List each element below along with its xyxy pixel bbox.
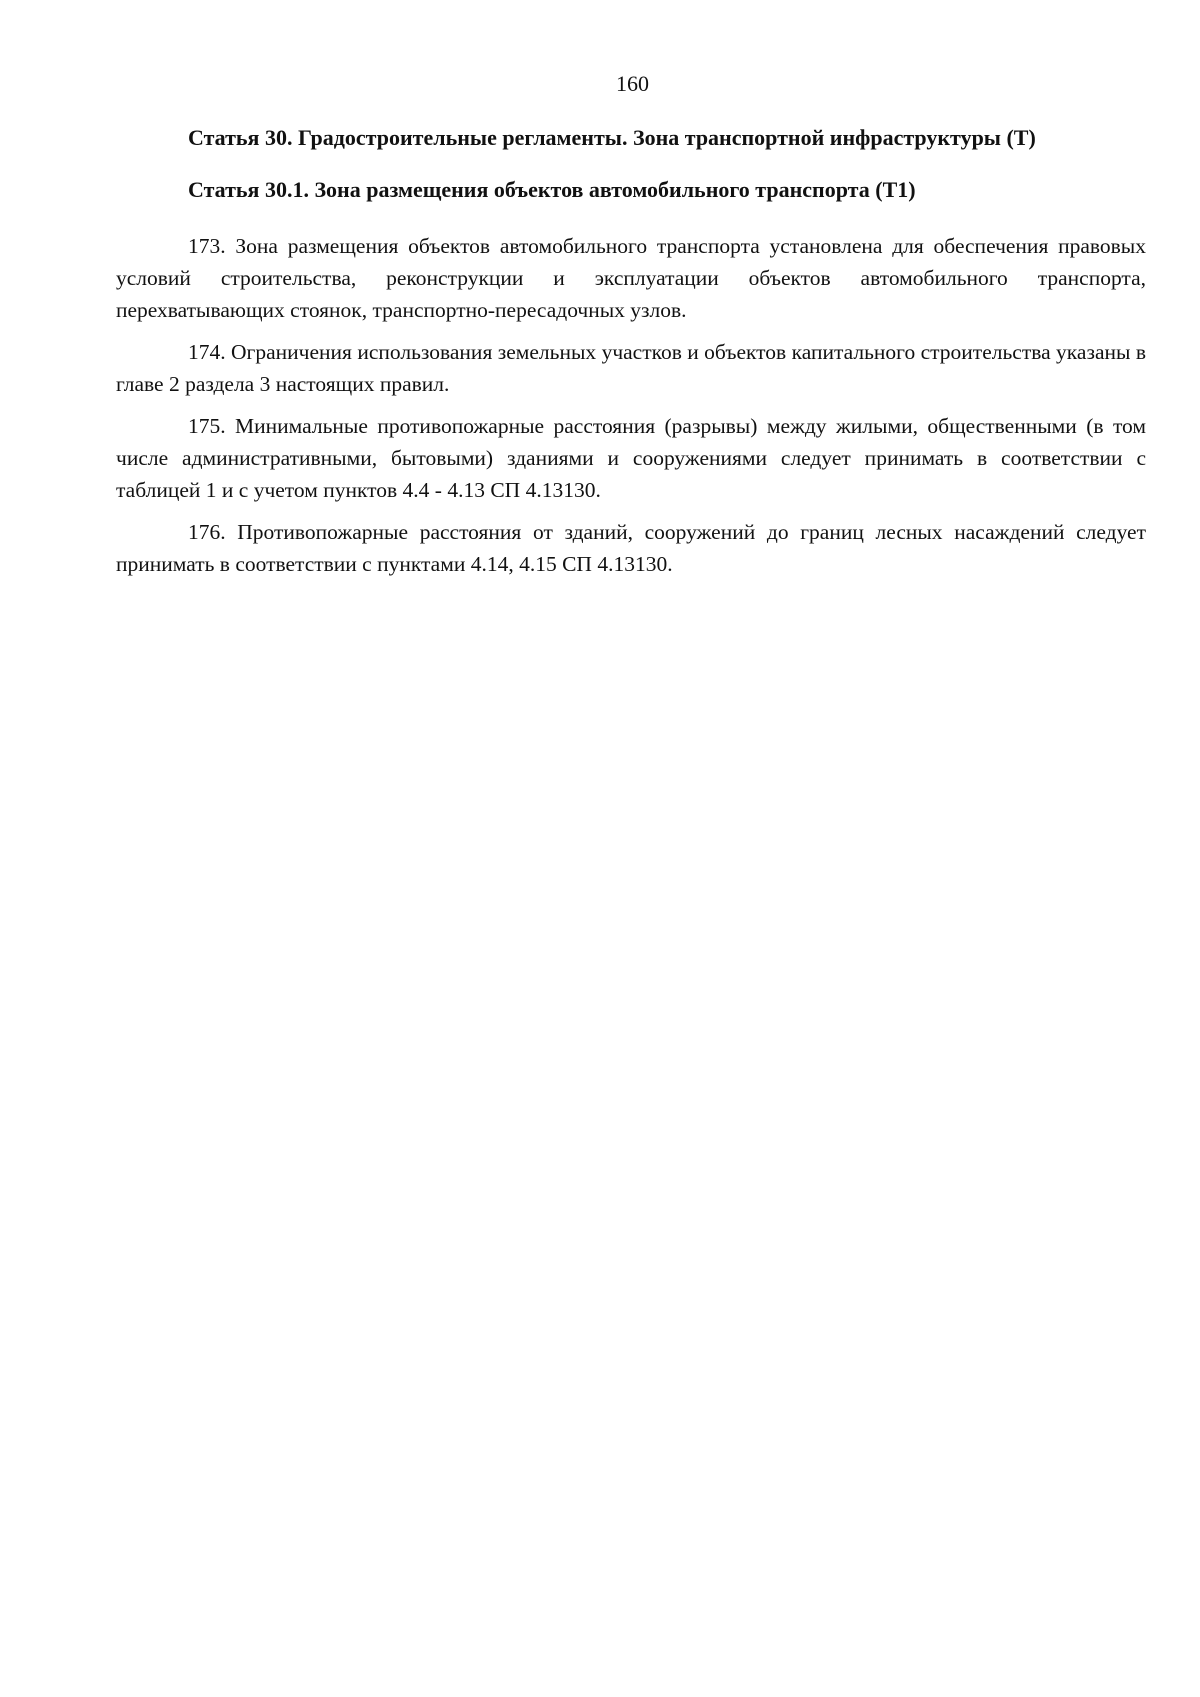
paragraph-174: 174. Ограничения использования земельных участков и объектов капитального строительства указаны в главе 2 раздела 3 настоящих правил. (116, 340, 1146, 396)
paragraph-173: 173. Зона размещения объектов автомобильного транспорта установлена для обеспечения правовых условий строительства, реконструкции и эксплуатации объектов автомобильного транспорта, перехватывающих стоянок, транспортно-пересадочных узлов. (116, 234, 1146, 322)
subarticle-heading: Статья 30.1. Зона размещения объектов автомобильного транспорта (Т1) (188, 177, 916, 202)
paragraph-176: 176. Противопожарные расстояния от зданий, сооружений до границ лесных насаждений следует принимать в соответствии с пунктами 4.14, 4.15 СП 4.13130. (116, 520, 1146, 576)
article-heading: Статья 30. Градостроительные регламенты. Зона транспортной инфраструктуры (Т) (188, 125, 1036, 150)
page-number: 160 (616, 71, 649, 96)
document-body (116, 124, 1146, 590)
paragraph-175: 175. Минимальные противопожарные расстояния (разрывы) между жилыми, общественными (в том числе административными, бытовыми) зданиями и сооружениями следует принимать в соответствии с таблицей 1 и с учетом пунктов 4.4 - 4.13 СП 4.13130. (116, 414, 1146, 502)
